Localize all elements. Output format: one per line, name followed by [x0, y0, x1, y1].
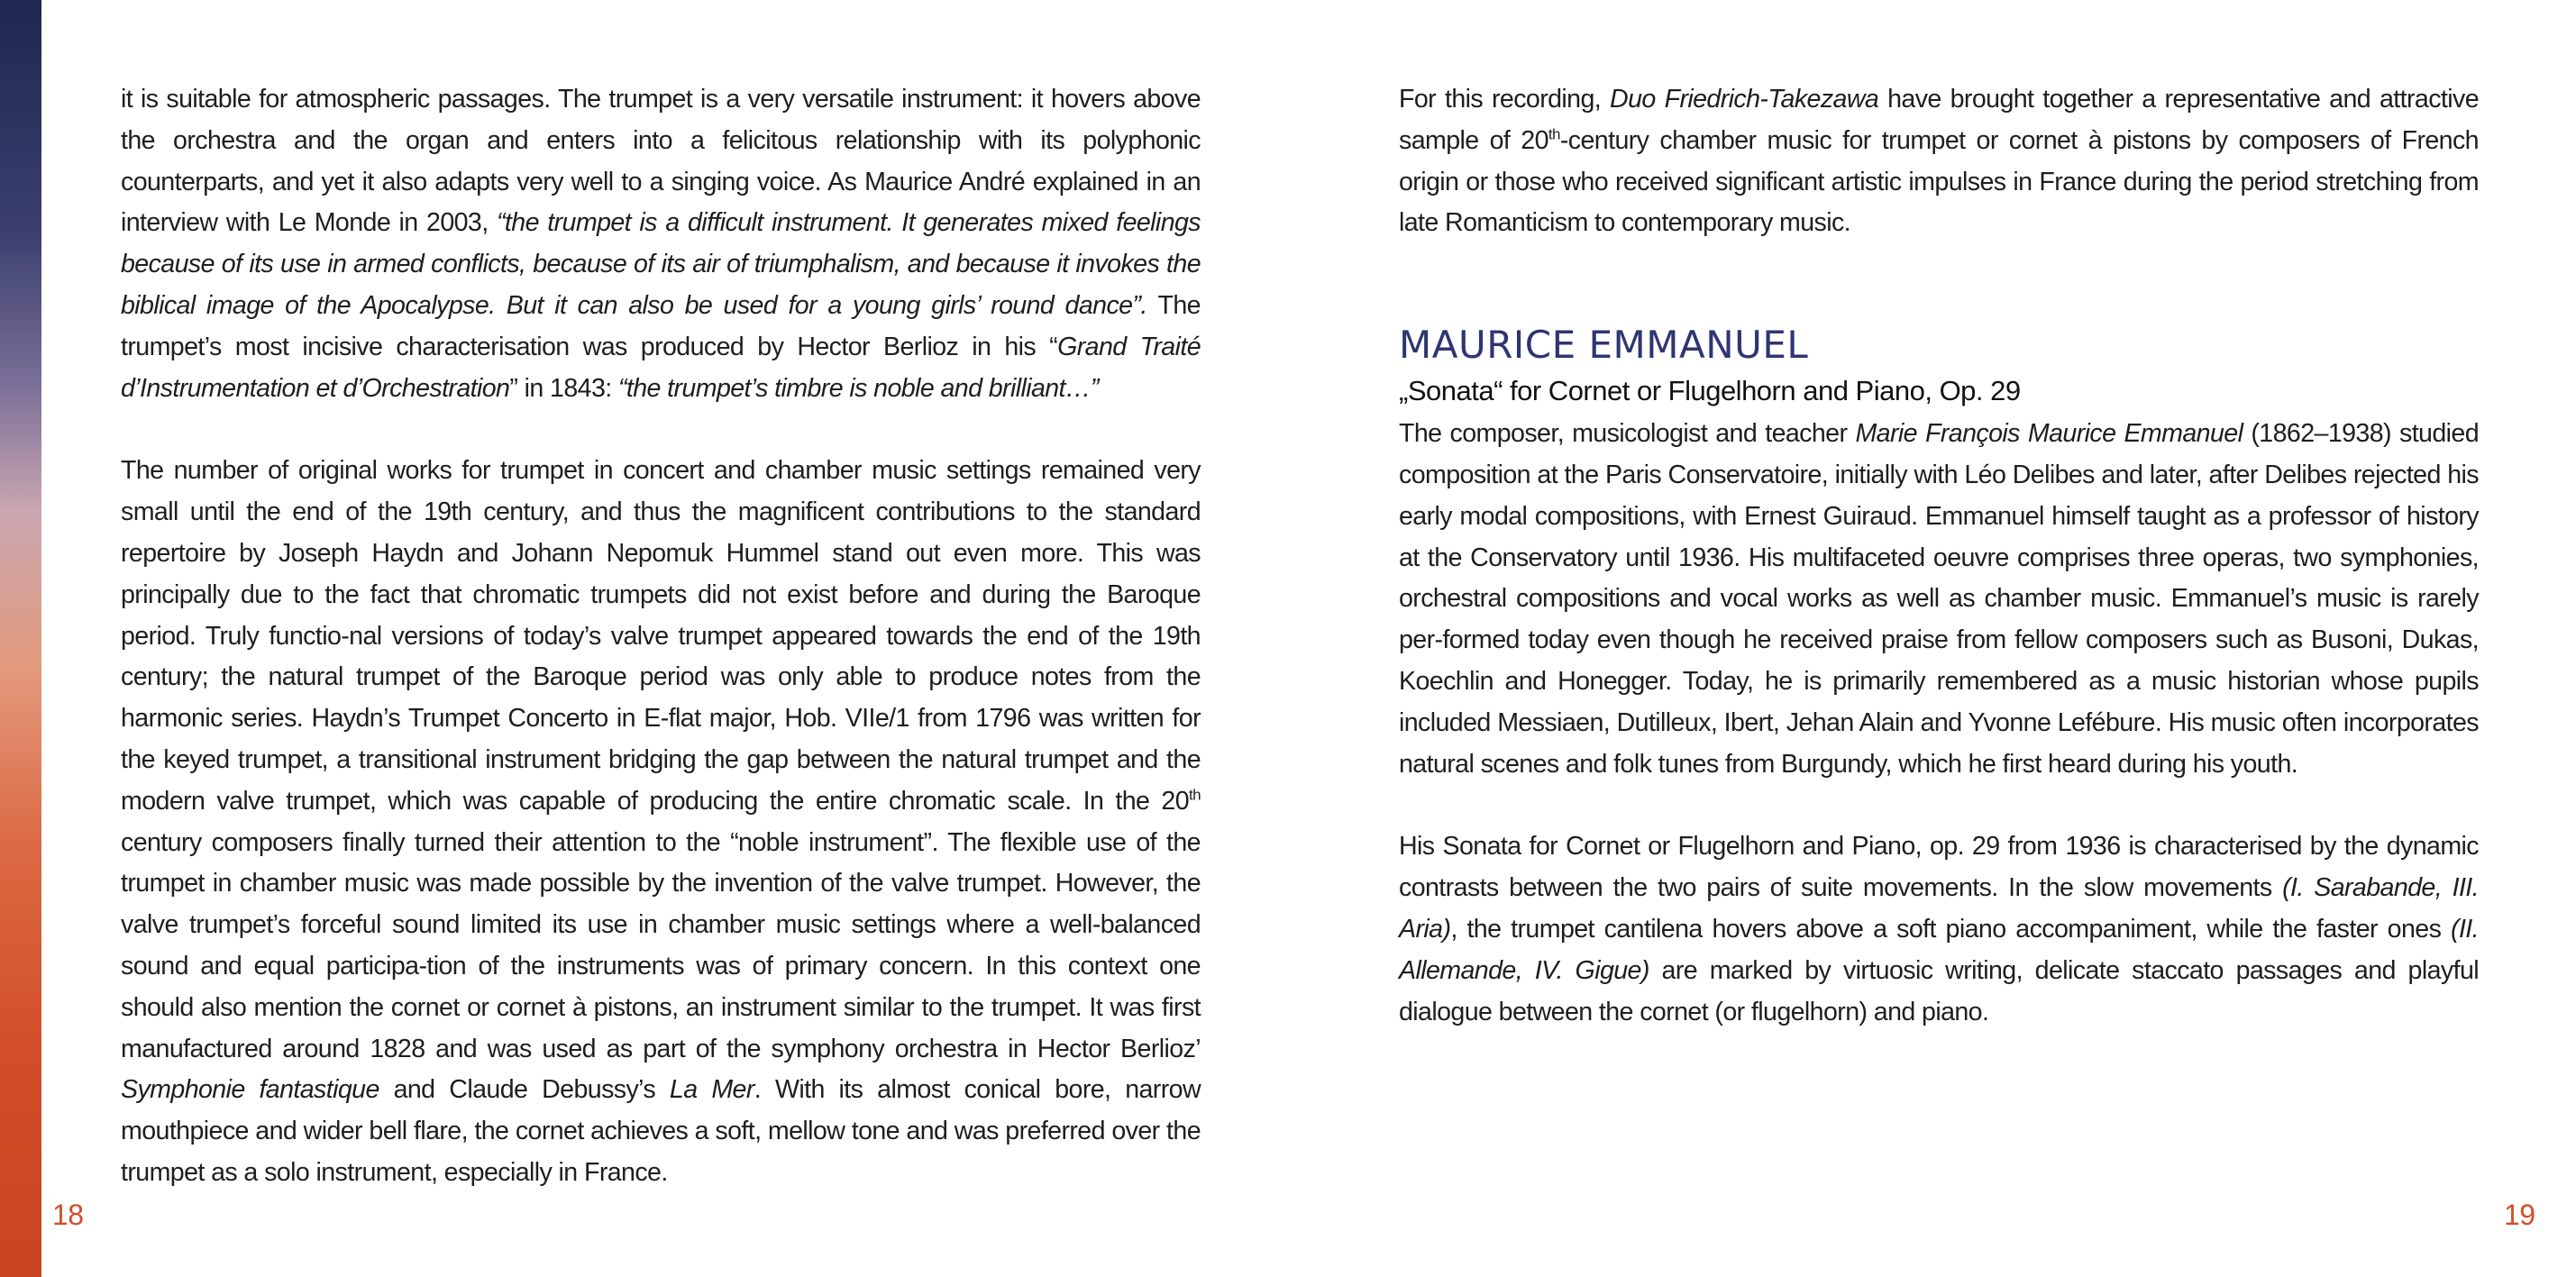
- work-title: „Sonata“ for Cornet or Flugelhorn and Piano, Op. 29: [1399, 375, 2021, 407]
- text: it is suitable for atmospheric passages. The trumpet is a very versatile instrument: it hovers above the orchestra and the organ and enters into a felicitous relationship with its polyphonic counterparts, and yet it also adapts very well to a singing voice. As Maurice André explained in an interview with Le Monde in 2003,: [121, 85, 1201, 238]
- text: are marked by virtuosic writing, delicate staccato passages and playful dialogue between the cornet (or flugelhorn) and piano.: [1399, 955, 2479, 1026]
- text: . With its almost conical bore, narrow mouthpiece and wider bell flare, the cornet achieves a soft, mellow tone and was preferred over the trumpet as a solo instrument, especially in France.: [121, 1075, 1201, 1187]
- text: century composers finally turned their attention to the “noble instrument”. The flexible use of the trumpet in chamber music was made possible by the invention of the valve trumpet. However, the valve trumpet’s forceful sound limited its use in chamber music settings where a well-balanced sound and equal participa-tion of the instruments was of primary concern. In this context one should also mention the cornet or cornet à pistons, an instrument similar to the trumpet. It was first manufactured around 1828 and was used as part of the symphony orchestra in Hector Berlioz’: [121, 827, 1201, 1063]
- text: , op. 29 from 1936 is characterised by the dynamic contrasts between the two pairs of suite movements. In the slow movements: [1399, 832, 2480, 903]
- paragraph-trumpet-character: [121, 79, 1201, 409]
- quote-berlioz: “the trumpet’s timbre is noble and brilliant…”: [617, 373, 1099, 403]
- text: (1862–1938) studied composition at the Paris Conservatoire, initially with Léo Delibes and later, after Delibes rejected his early modal compositions, with Ernest Guiraud. Emmanuel himself taught as a professor of history at the Conservatory until 1936. His multifaceted oeuvre comprises three operas, two symphonies, orchestral compositions and vocal works as well as chamber music. Emmanuel’s music is rarely per-formed today even though he received praise from fellow composers such as Busoni, Dukas, Koechlin and Honegger. Today, he is primarily remembered as a music historian whose pupils included Messiaen, Dutilleux, Ibert, Jehan Alain and Yvonne Lefébure. His music often incorporates natural scenes and folk tunes from Burgundy, which he first heard during his youth.: [1399, 419, 2480, 779]
- superscript: th: [1189, 786, 1201, 804]
- title-symphonie-fantastique: Symphonie fantastique: [121, 1075, 379, 1105]
- paragraph-trumpet-history: [121, 451, 1201, 1193]
- text: and Claude Debussy’s: [379, 1075, 670, 1105]
- title-la-mer: La Mer: [669, 1075, 754, 1105]
- superscript: th: [1548, 125, 1560, 143]
- text: For this recording,: [1399, 85, 1611, 114]
- quote-maurice-andre: “the trumpet is a difficult instrument. It generates mixed feelings because of its use in armed conflicts, because of its air of triumphalism, and because it invokes the biblical image of the Apocalypse. But it can also be used for a young girls’ round dance”.: [121, 208, 1201, 320]
- text: -century chamber music for trumpet or cornet à pistons by composers of French origin or those who received significant artistic impulses in France during the period stretching from late Romanticism to contemporary music.: [1399, 125, 2479, 238]
- cover-edge-gradient: [0, 0, 41, 1277]
- page-number-left: 18: [52, 1199, 84, 1231]
- movements-slow: (I. Sarabande, III. Aria): [1399, 873, 2479, 944]
- right-page: [1399, 79, 2479, 1074]
- paragraph-recording-intro: [1399, 79, 2479, 244]
- page-number-right: 19: [2504, 1199, 2535, 1231]
- text: The composer, musicologist and teacher: [1399, 419, 1856, 449]
- composer-full-name: Marie François Maurice Emmanuel: [1855, 419, 2243, 449]
- text: have brought together a representative and attractive sample of 20: [1399, 85, 2479, 155]
- work-sonata: Sonata for Cornet or Flugelhorn and Piano: [1442, 832, 1915, 862]
- paragraph-composer-bio: [1399, 414, 2479, 785]
- ensemble-name: Duo Friedrich-Takezawa: [1610, 85, 1879, 114]
- title-berlioz-treatise: Grand Traité d’Instrumentation et d’Orchestration: [121, 332, 1201, 403]
- paragraph-sonata-description: [1399, 826, 2479, 1033]
- left-page: [121, 79, 1201, 1236]
- text: ” in 1843:: [509, 373, 618, 403]
- text: His: [1399, 832, 1443, 862]
- text: The number of original works for trumpet in concert and chamber music settings remained very small until the end of the 19th century, and thus the magnificent contributions to the standard repertoire by Joseph Haydn and Johann Nepomuk Hummel stand out even more. This was principally due to the fact that chromatic trumpets did not exist before and during the Baroque period. Truly functio-nal versions of today’s valve trumpet appeared towards the end of the 19th century; the natural trumpet of the Baroque period was only able to produce notes from the harmonic series. Haydn’s: [121, 456, 1201, 734]
- composer-heading: MAURICE EMMANUEL: [1399, 323, 1809, 368]
- movements-fast: (II. Allemande, IV. Gigue): [1399, 914, 2479, 985]
- work-haydn-concerto: Trumpet Concerto in E-flat major: [407, 704, 770, 734]
- text: , Hob. VIIe/1 from 1796 was written for the keyed trumpet, a transitional instrument bridging the gap between the natural trumpet and the modern valve trumpet, which was capable of producing the entire chromatic scale. In the 20: [121, 704, 1201, 816]
- text: The trumpet’s most incisive characterisation was produced by Hector Berlioz in his “: [121, 290, 1201, 361]
- text: , the trumpet cantilena hovers above a soft piano accompaniment, while the faster ones: [1450, 914, 2452, 944]
